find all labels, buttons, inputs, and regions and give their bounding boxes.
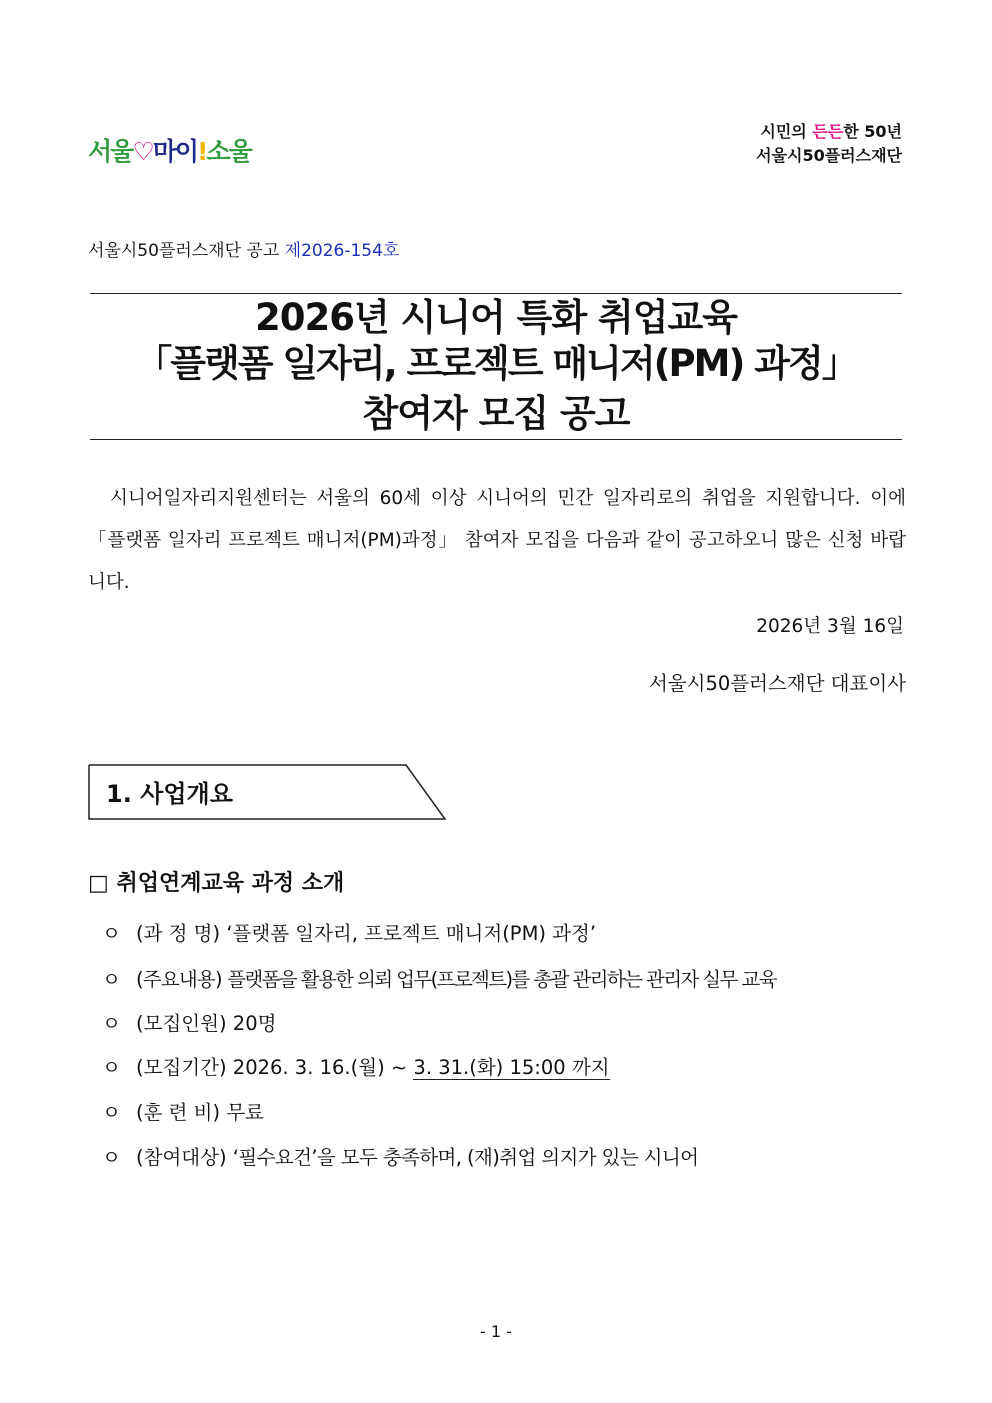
list-item — [102, 1097, 264, 1125]
item-text: 20명 — [232, 1012, 277, 1035]
list-item — [102, 1142, 698, 1170]
list-item — [102, 1052, 610, 1080]
title-line1: 2026년 시니어 특화 취업교육 — [254, 296, 738, 339]
logo-part-seoul: 서울 — [88, 137, 133, 166]
notice-issuer: 서울시50플러스재단 공고 — [88, 241, 285, 261]
item-text: ‘필수요건’을 모두 충족하며, (재)취업 의지가 있는 시니어 — [232, 1146, 699, 1169]
notice-number — [88, 236, 399, 261]
title-line3: 참여자 모집 공고 — [362, 392, 630, 435]
bullet: ㅇ — [102, 1012, 121, 1035]
intro-paragraph: 시니어일자리지원센터는 서울의 60세 이상 시니어의 민간 일자리로의 취업을 지원합니다. 이에 「플랫폼 일자리 프로젝트 매니저(PM)과정」 참여자 모집을 다음과 같이 공고하오니 많은 신청 바랍니다. — [88, 488, 906, 593]
deadline-underlined: 3. 31.(화) 15:00 까지 — [413, 1056, 610, 1079]
seoul-my-soul-logo — [88, 132, 251, 168]
bullet: ㅇ — [102, 1101, 121, 1124]
slogan-line2: 서울시50플러스재단 — [756, 146, 902, 165]
list-item — [102, 964, 776, 992]
notice-date: 2026년 3월 16일 — [756, 616, 904, 637]
item-label: (참여대상) — [136, 1146, 227, 1169]
item-label: (주요내용) — [136, 968, 222, 991]
bullet: ㅇ — [102, 1146, 121, 1169]
item-text: 무료 — [226, 1101, 265, 1124]
subheading: □ 취업연계교육 과정 소개 — [88, 871, 345, 896]
notice-number-value: 제2026-154호 — [284, 241, 400, 261]
foundation-slogan — [756, 120, 902, 168]
title-bottom-rule — [90, 439, 902, 440]
item-label: (모집인원) — [136, 1012, 227, 1035]
logo-part-soul: 소울 — [206, 137, 251, 166]
signer: 서울시50플러스재단 대표이사 — [648, 672, 906, 695]
list-item — [102, 918, 596, 946]
page-number: - 1 - — [480, 1322, 512, 1341]
item-label: (모집기간) — [136, 1056, 227, 1079]
heart-icon: ♡ — [132, 137, 153, 166]
title-line2: 「플랫폼 일자리, 프로젝트 매니저(PM) 과정」 — [135, 342, 857, 385]
slogan-highlight: 든든 — [812, 122, 844, 141]
list-item — [102, 1008, 276, 1036]
item-text: ‘플랫폼 일자리, 프로젝트 매니저(PM) 과정’ — [226, 922, 597, 945]
item-label: (훈 련 비) — [136, 1101, 221, 1124]
logo-part-exclaim: ! — [197, 137, 207, 166]
item-text: 2026. 3. 16.(월) ~ — [232, 1056, 414, 1079]
bullet: ㅇ — [102, 922, 121, 945]
item-text: 플랫폼을 활용한 의뢰 업무(프로젝트)를 총괄 관리하는 관리자 실무 교육 — [227, 968, 776, 991]
section-title: 1. 사업개요 — [106, 780, 233, 808]
bullet: ㅇ — [102, 968, 121, 991]
slogan-line1: 시민의 든든한 50년 — [760, 122, 902, 141]
logo-part-my: 마이 — [152, 137, 198, 166]
bullet: ㅇ — [102, 1056, 121, 1079]
item-label: (과 정 명) — [136, 922, 221, 945]
